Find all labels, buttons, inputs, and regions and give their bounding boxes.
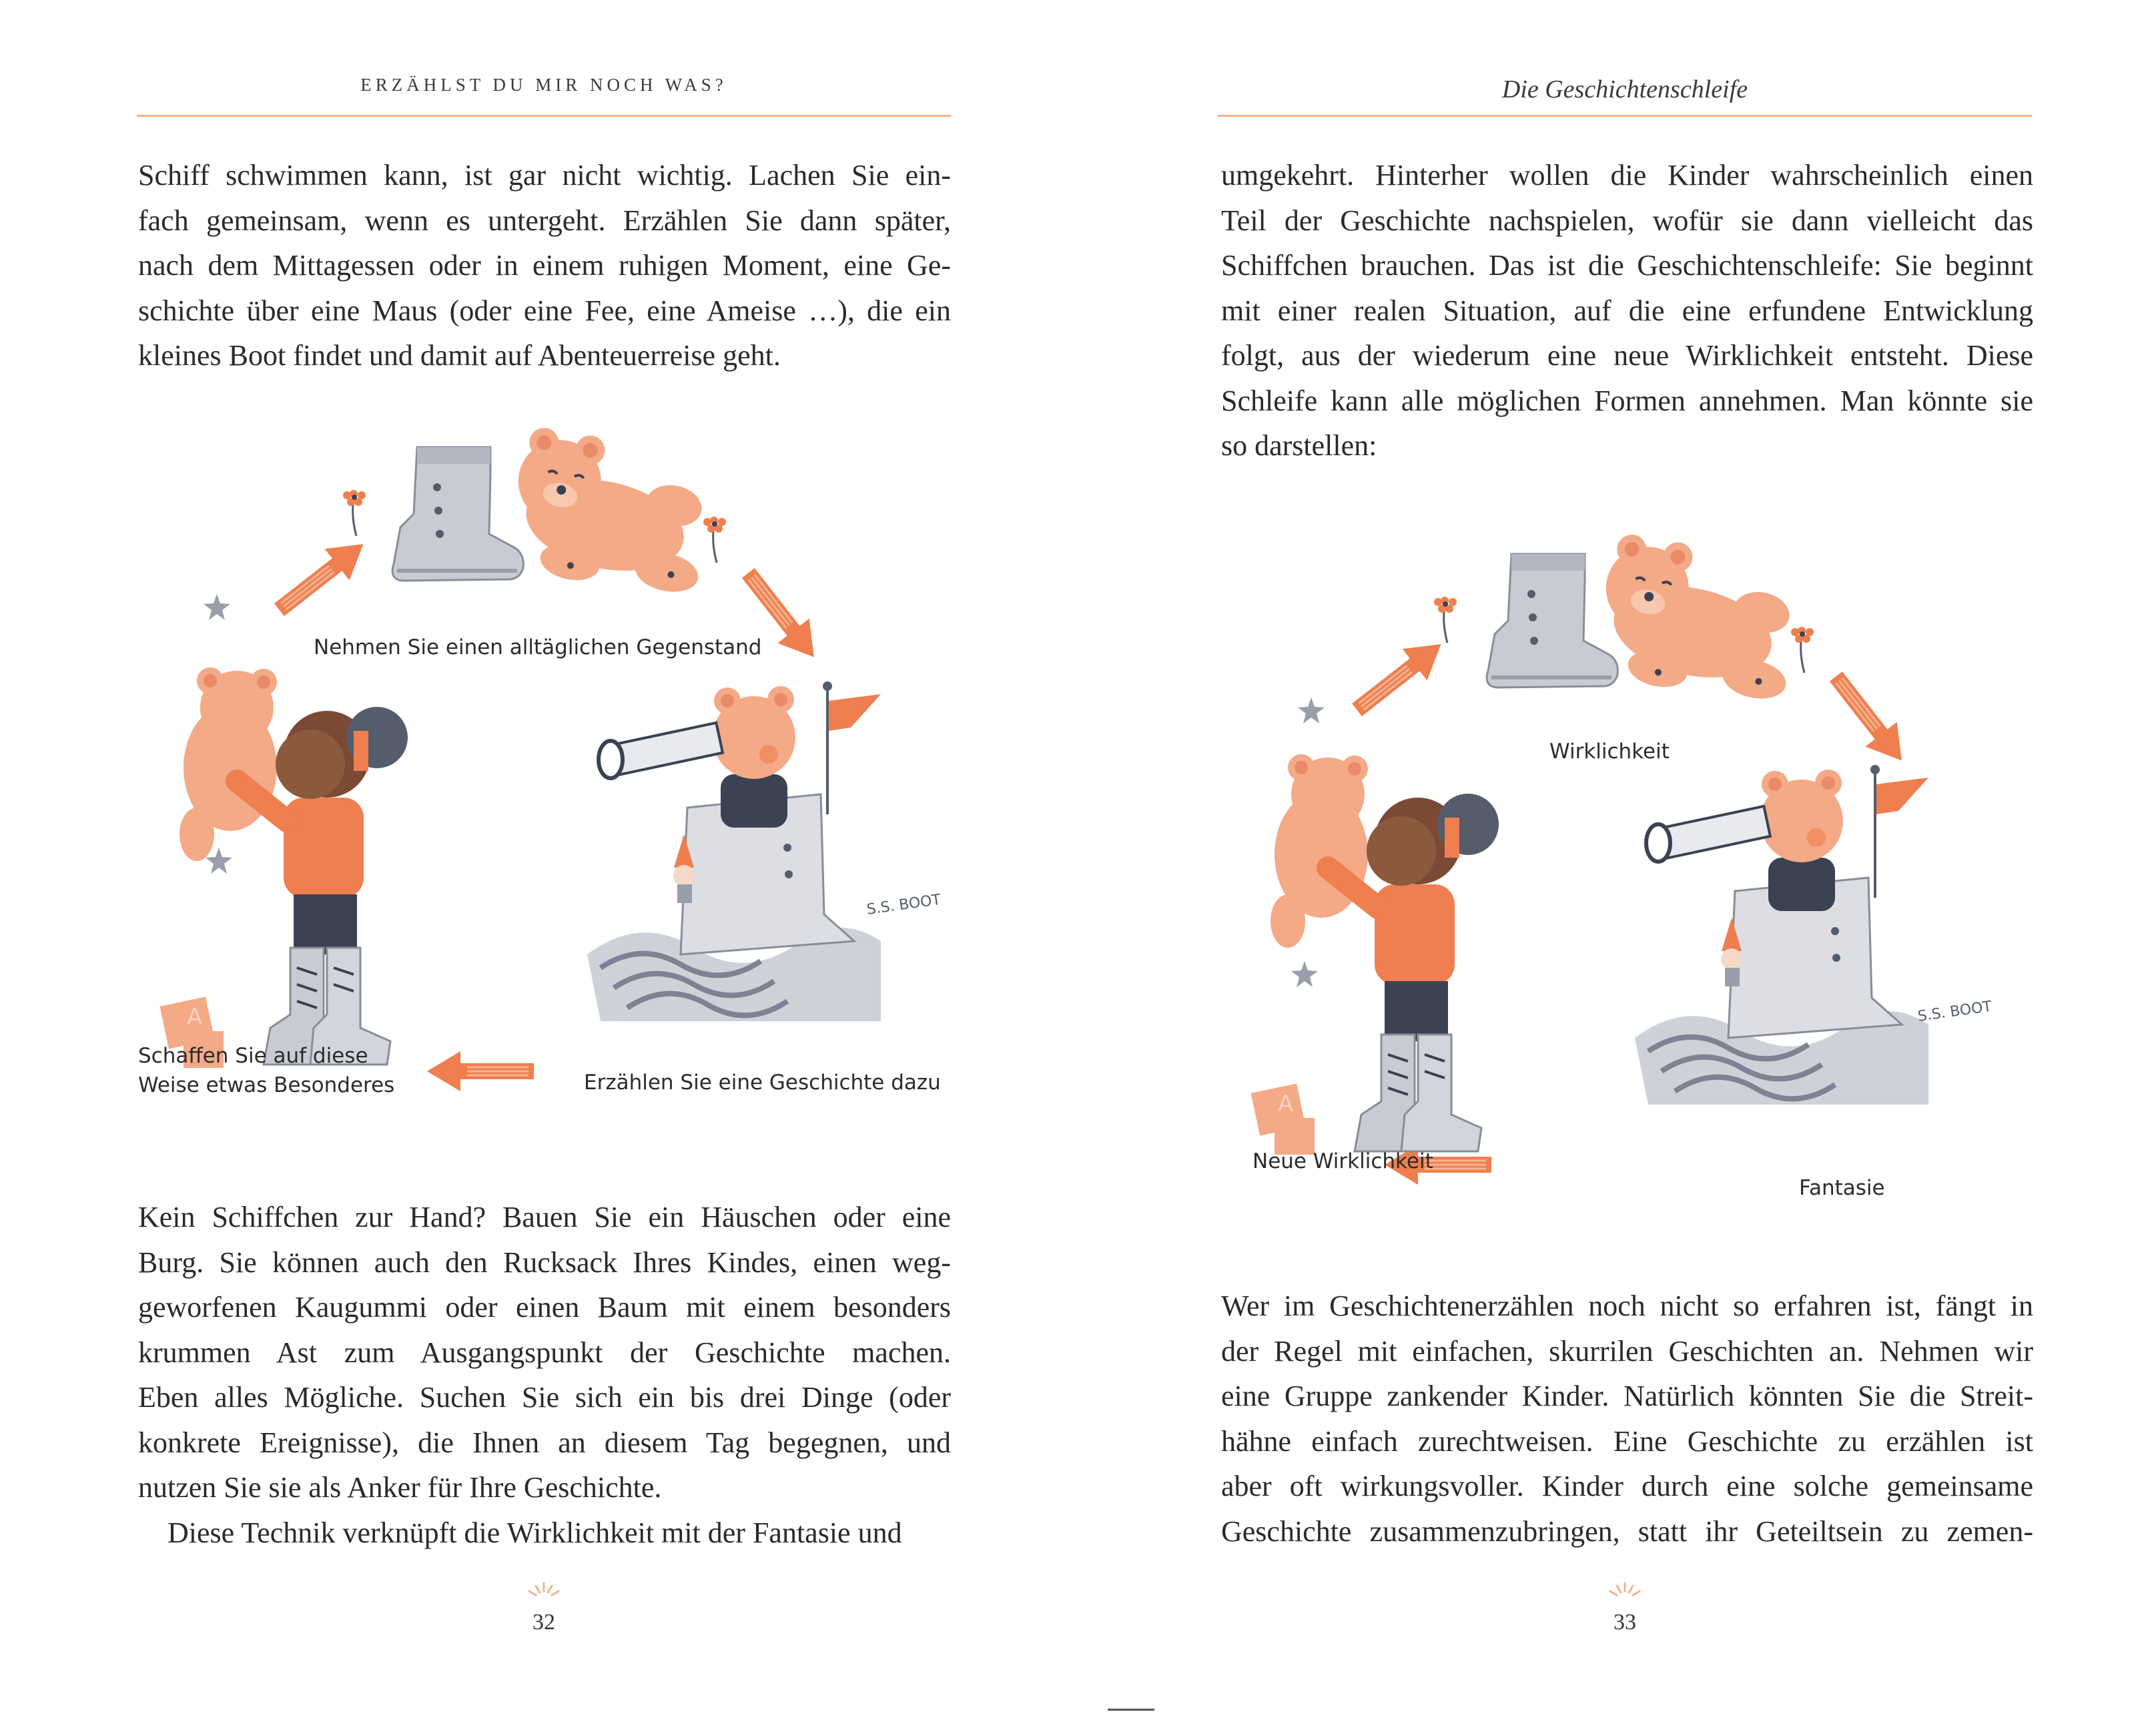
text-line: Geschichte zusammenzubringen, statt ihr Geteiltsein zu zemen- bbox=[1221, 1514, 2033, 1548]
story-loop-illustration bbox=[133, 427, 968, 1108]
flower-icon bbox=[1434, 597, 1457, 643]
running-head: Die Geschichtenschleife bbox=[1501, 75, 1748, 103]
star-icon bbox=[204, 594, 230, 620]
arrow-icon bbox=[1820, 664, 1918, 773]
text-line: Wer im Geschichtenerzählen noch nicht so erfahren ist, fängt in bbox=[1221, 1290, 2033, 1322]
star-icon bbox=[1291, 961, 1318, 987]
text-line: konkrete Ereignisse), die Ihnen an diesem Tag begegnen, und bbox=[138, 1426, 951, 1459]
boot-icon bbox=[392, 447, 523, 581]
text-line: Schiff schwimmen kann, ist gar nicht wichtig. Lachen Sie ein- bbox=[138, 159, 951, 192]
caption-left-line: Weise etwas Besonderes bbox=[138, 1073, 395, 1097]
gutter-mark bbox=[1108, 1709, 1154, 1711]
text-line: krummen Ast zum Ausgangspunkt der Geschichte machen. bbox=[138, 1336, 951, 1369]
ornament-icon bbox=[1605, 1581, 1645, 1601]
text-line: umgekehrt. Hinterher wollen die Kinder wahrscheinlich einen bbox=[1221, 159, 2033, 192]
teddy-bear-icon bbox=[500, 427, 723, 606]
flower-icon bbox=[343, 490, 366, 536]
child-with-bear-scene bbox=[1251, 754, 1499, 1155]
boat-label: S.S. BOOT bbox=[865, 891, 942, 918]
arrow-icon bbox=[427, 1051, 534, 1091]
text-line: Burg. Sie können auch den Rucksack Ihres Kindes, einen weg- bbox=[138, 1245, 951, 1279]
page-number: 33 bbox=[1613, 1610, 1636, 1635]
flower-icon bbox=[1791, 627, 1814, 673]
text-line: Diese Technik verknüpft die Wirklichkeit mit der Fantasie und bbox=[167, 1516, 902, 1549]
caption-top: Wirklichkeit bbox=[1549, 740, 1670, 764]
text-line: eine Gruppe zankender Kinder. Natürlich könnten Sie die Streit- bbox=[1221, 1380, 2033, 1412]
arrow-icon bbox=[1345, 628, 1453, 726]
child-with-bear-scene bbox=[160, 667, 408, 1068]
text-line: Eben alles Mögliche. Suchen Sie sich ein bis drei Dinge (oder bbox=[138, 1381, 951, 1414]
header-rule bbox=[137, 115, 951, 117]
boot-icon bbox=[1487, 554, 1618, 687]
text-line: so darstellen: bbox=[1221, 429, 1377, 462]
text-line: aber oft wirkungsvoller. Kinder durch eine solche gemeinsame bbox=[1221, 1470, 2033, 1502]
text-line: nutzen Sie sie als Anker für Ihre Geschichte. bbox=[138, 1471, 662, 1504]
paragraph-2 bbox=[138, 1195, 951, 1555]
text-line: nach dem Mittagessen oder in einem ruhigen Moment, eine Ge- bbox=[138, 249, 951, 282]
page-number: 32 bbox=[532, 1610, 555, 1635]
paragraph-1 bbox=[1221, 153, 2033, 469]
story-loop-illustration bbox=[1211, 534, 2045, 1215]
text-line: Schleife kann alle möglichen Formen annehmen. Man könnte sie bbox=[1221, 384, 2033, 417]
caption-left bbox=[138, 1041, 394, 1100]
running-head: ERZÄHLST DU MIR NOCH WAS? bbox=[360, 75, 727, 95]
text-line: Schiffchen brauchen. Das ist die Geschichtenschleife: Sie beginnt bbox=[1221, 249, 2033, 282]
text-line: mit einer realen Situation, auf die eine erfundene Entwicklung bbox=[1221, 294, 2033, 327]
boat-voyage-scene bbox=[1635, 765, 1928, 1105]
caption-right: Erzählen Sie eine Geschichte dazu bbox=[584, 1071, 941, 1095]
boat-voyage-scene bbox=[587, 681, 881, 1021]
boat-label: S.S. BOOT bbox=[1916, 998, 1993, 1025]
caption-left: Neue Wirklichkeit bbox=[1252, 1149, 1433, 1173]
star-icon bbox=[1298, 697, 1325, 724]
text-line: kleines Boot findet und damit auf Abenteuerreise geht. bbox=[138, 339, 781, 372]
text-line: der Regel mit einfachen, skurrilen Geschichten an. Nehmen wir bbox=[1221, 1334, 2033, 1368]
right-page bbox=[1078, 0, 2156, 1718]
text-line: Teil der Geschichte nachspielen, wofür sie dann vielleicht das bbox=[1221, 204, 2033, 237]
text-line: schichte über eine Maus (oder eine Fee, eine Ameise …), die ein bbox=[138, 294, 951, 327]
text-line: hähne einfach zurechtweisen. Eine Geschichte zu erzählen ist bbox=[1221, 1424, 2033, 1458]
caption-right: Fantasie bbox=[1799, 1176, 1885, 1200]
flower-icon bbox=[703, 517, 726, 563]
text-line: geworfenen Kaugummi oder einen Baum mit einem besonders bbox=[138, 1291, 951, 1324]
ornament-icon bbox=[524, 1581, 564, 1601]
paragraph-2 bbox=[1221, 1283, 2033, 1554]
text-line: folgt, aus der wiederum eine neue Wirklichkeit entsteht. Diese bbox=[1221, 339, 2033, 372]
text-line: Kein Schiffchen zur Hand? Bauen Sie ein Häuschen oder eine bbox=[138, 1201, 951, 1233]
caption-left-line: Schaffen Sie auf diese bbox=[138, 1044, 368, 1068]
header-rule bbox=[1218, 115, 2032, 117]
paragraph-1 bbox=[138, 153, 951, 378]
caption-top: Nehmen Sie einen alltäglichen Gegenstand bbox=[314, 635, 762, 659]
teddy-bear-icon bbox=[1587, 534, 1810, 713]
text-line: fach gemeinsam, wenn es untergeht. Erzählen Sie dann später, bbox=[138, 204, 951, 237]
arrow-icon bbox=[267, 528, 376, 625]
